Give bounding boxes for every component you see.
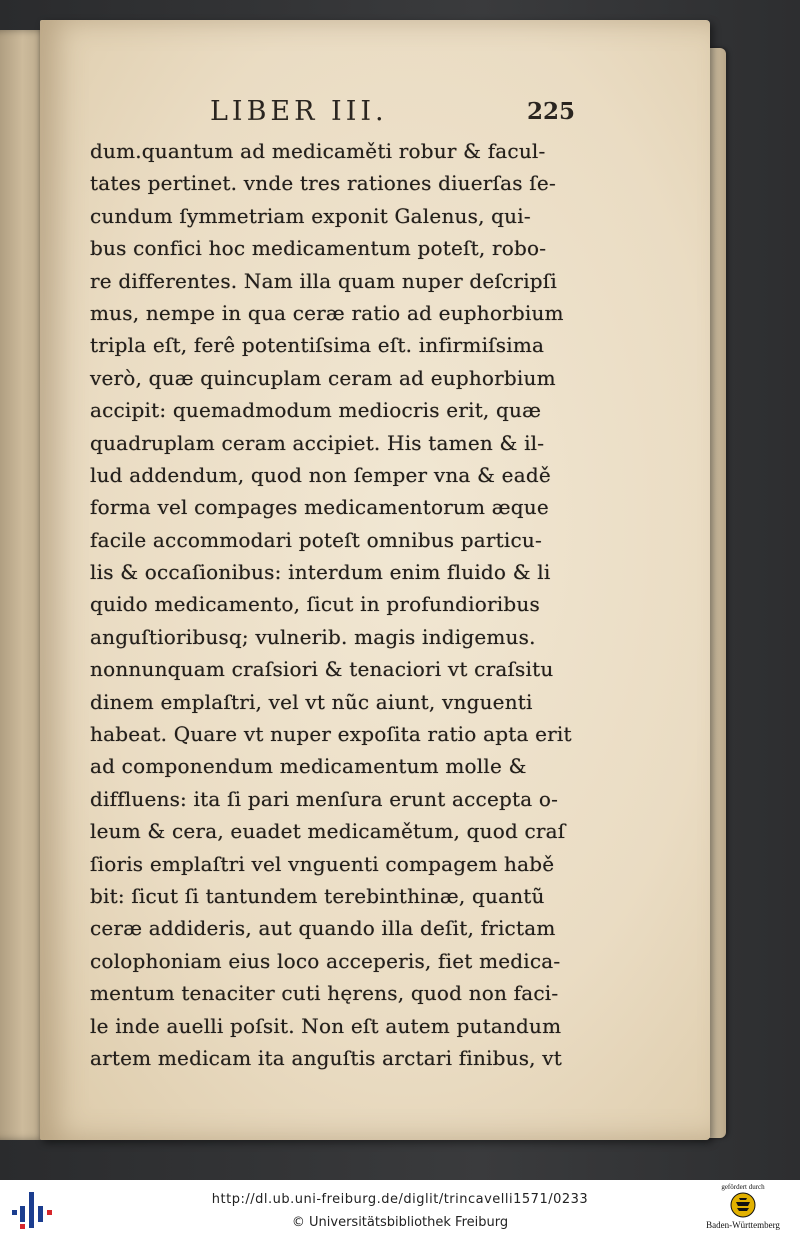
text-line: dum.quantum ad medicaměti robur & facul- bbox=[90, 139, 546, 163]
text-line: forma vel compages medicamentorum æque bbox=[90, 495, 549, 520]
text-line: diffluens: ita ſi pari menſura erunt accepta o- bbox=[90, 786, 559, 811]
sponsor-caption: gefördert durch bbox=[721, 1183, 765, 1191]
text-line: quadruplam ceram accipiet. His tamen & il- bbox=[90, 430, 545, 455]
text-line: quido medicamento, ſicut in profundioribus bbox=[90, 592, 540, 617]
sponsor-region: Baden-Württemberg bbox=[706, 1220, 780, 1230]
text-line: tripla eſt, ferê potentiſsima eſt. infirmiſsima bbox=[90, 333, 545, 358]
text-line: dinem emplaſtri, vel vt nũc aiunt, vnguenti bbox=[90, 689, 533, 714]
library-logo-icon[interactable] bbox=[10, 1190, 54, 1230]
text-line: bit: ſicut ſi tantundem terebinthinæ, quantũ bbox=[90, 883, 545, 908]
text-line: ſioris emplaſtri vel vnguenti compagem habě bbox=[90, 851, 555, 876]
text-line: leum & cera, euadet medicamětum, quod craſ bbox=[90, 819, 566, 844]
text-line: verò, quæ quincuplam ceram ad euphorbium bbox=[90, 365, 556, 390]
running-title: LIBER III. bbox=[210, 96, 388, 127]
body-text bbox=[90, 135, 572, 1074]
text-line: re differentes. Nam illa quam nuper deſcripſi bbox=[90, 268, 557, 293]
text-line: artem medicam ita anguſtis arctari finibus, vt bbox=[90, 1045, 563, 1070]
text-line: lis & occaſionibus: interdum enim fluido & li bbox=[90, 560, 551, 585]
text-line: nonnunquam craſsiori & tenaciori vt craſsitu bbox=[90, 657, 554, 682]
sponsor-badge bbox=[690, 1182, 796, 1236]
text-line: mentum tenaciter cuti hęrens, quod non faci- bbox=[90, 981, 559, 1006]
text-line: habeat. Quare vt nuper expoſita ratio apta erit bbox=[90, 722, 572, 747]
text-line: tates pertinet. vnde tres rationes diuerſas ſe- bbox=[90, 171, 556, 196]
text-line: anguſtioribusq; vulnerib. magis indigemus. bbox=[90, 624, 536, 649]
text-line: bus confici hoc medicamentum poteſt, robo- bbox=[90, 236, 547, 261]
copyright-notice: © Universitätsbibliothek Freiburg bbox=[291, 1215, 509, 1230]
text-line: facile accommodari poteſt omnibus particu- bbox=[90, 527, 542, 552]
state-crest-icon bbox=[730, 1192, 756, 1218]
viewer-footer bbox=[0, 1180, 800, 1238]
page-number: 225 bbox=[526, 98, 575, 125]
text-line: accipit: quemadmodum mediocris erit, quæ bbox=[90, 398, 542, 423]
text-line: le inde auelli poſsit. Non eſt autem putandum bbox=[90, 1013, 562, 1038]
text-line: ceræ addideris, aut quando illa deſit, frictam bbox=[90, 916, 556, 941]
text-line: lud addendum, quod non ſemper vna & eadě bbox=[90, 462, 551, 487]
permalink-url[interactable]: http://dl.ub.uni-freiburg.de/diglit/trincavelli1571/0233 bbox=[211, 1192, 589, 1207]
text-line: colophoniam eius loco acceperis, fiet medica- bbox=[90, 948, 561, 973]
text-line: ad componendum medicamentum molle & bbox=[90, 754, 527, 779]
page-header bbox=[170, 92, 575, 132]
text-line: cundum ſymmetriam exponit Galenus, qui- bbox=[90, 203, 531, 228]
text-line: mus, nempe in qua ceræ ratio ad euphorbium bbox=[90, 300, 564, 325]
